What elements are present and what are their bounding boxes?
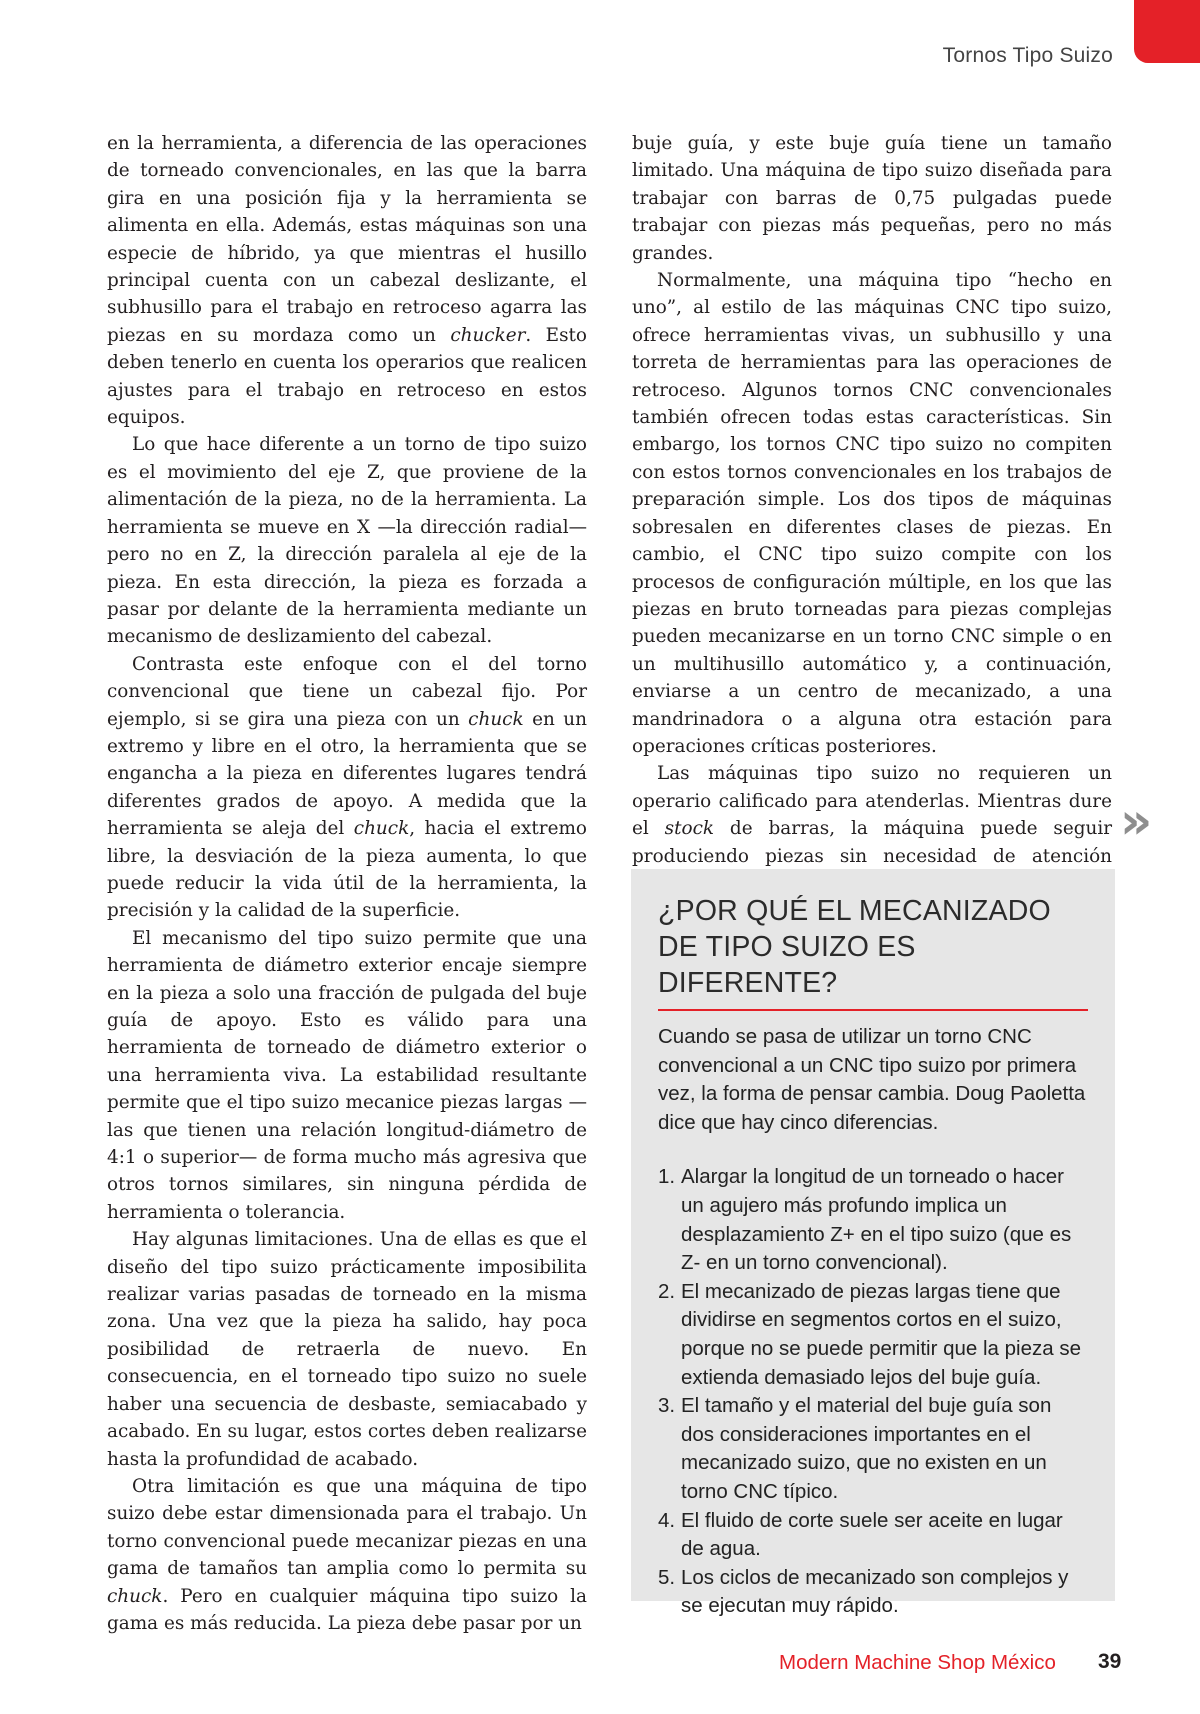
paragraph: El mecanismo del tipo suizo permite que una herramienta de diámetro exterior encaje siempre en la pieza a solo una fracción de pulgada del buje guía de apoyo. Esto es válido para una herramienta de torneado de diámetro exterior o una herramienta viva. La estabilidad resultante permite que el tipo suizo mecanice piezas largas —las que tienen una relación longitud-diámetro de 4:1 o superior— de forma mucho más agresiva que otros tornos similares, sin ninguna pérdida de herramienta o tolerancia. <box>107 927 587 1223</box>
paragraph: Normalmente, una máquina tipo “hecho en uno”, al estilo de las máquinas CNC tipo suizo, ofrece herramientas vivas, un subhusillo y una torreta de herramientas para las operaciones de retroceso. Algunos tornos CNC convencionales también ofrecen todas estas características. Sin embargo, los tornos CNC tipo suizo no compiten con estos tornos convencionales en los trabajos de preparación simple. Los dos tipos de máquinas sobresalen en diferentes clases de piezas. En cambio, el CNC tipo suizo compite con los procesos de configuración múltiple, en los que las piezas en bruto torneadas para piezas complejas pueden mecanizarse en un torno CNC simple o en un multihusillo automático y, a continuación, enviarse a un centro de mecanizado, a una mandrinadora o a alguna otra estación para operaciones críticas posteriores. <box>632 270 1112 757</box>
list-item: 5. Los ciclos de mecanizado son complejos y se ejecutan muy rápido. <box>658 1565 1069 1618</box>
differences-list <box>658 1163 1089 1621</box>
paragraph: Contrasta este enfoque con el del torno convencional que tiene un cabezal fijo. Por ejemplo, si se gira una pieza con un chuck en un extremo y libre en el otro, la herramienta que se engancha a la pieza en diferentes lugares tendrá diferentes grados de apoyo. A medida que la herramienta se aleja del chuck, hacia el extremo libre, la desviación de la pieza aumenta, lo que puede reducir la vida útil de la herramienta, la precisión y la calidad de la superficie. <box>107 653 587 922</box>
paragraph: en la herramienta, a diferencia de las operaciones de torneado convencionales, en las que la barra gira en una posición fija y la herramienta se alimenta en ella. Además, estas máquinas son una especie de híbrido, ya que mientras el husillo principal cuenta con un cabezal deslizante, el subhusillo para el trabajo en retroceso agarra las piezas en su mordaza como un chucker. Esto deben tenerlo en cuenta los operarios que realicen ajustes para el trabajo en retroceso en estos equipos. <box>107 133 587 429</box>
list-item: 2. El mecanizado de piezas largas tiene que dividirse en segmentos cortos en el suizo, porque no se puede permitir que la pieza se extienda demasiado lejos del buje guía. <box>658 1279 1082 1389</box>
list-item: 3. El tamaño y el material del buje guía son dos consideraciones importantes en el mecanizado suizo, que no existen en un torno CNC típico. <box>658 1394 1052 1503</box>
paragraph: Las máquinas tipo suizo no requieren un operario calificado para atenderlas. Mientras dure el stock de barras, la máquina puede seguir produciendo piezas sin necesidad de atención <box>632 763 1112 867</box>
sidebar-box <box>631 869 1115 1618</box>
sidebar-intro: Cuando se pasa de utilizar un torno CNC convencional a un CNC tipo suizo por primera vez, la forma de pensar cambia. Doug Paoletta dice que hay cinco diferencias. <box>658 1025 1086 1134</box>
continue-arrow-icon: » <box>1120 792 1153 850</box>
list-item: 4. El fluido de corte suele ser aceite en lugar de agua. <box>658 1508 1063 1561</box>
paragraph: buje guía, y este buje guía tiene un tamaño limitado. Una máquina de tipo suizo diseñada para trabajar con barras de 0,75 pulgadas puede trabajar con piezas más pequeñas, pero no más grandes. <box>632 133 1112 264</box>
right-column <box>632 130 1112 897</box>
section-color-tab <box>1134 0 1200 63</box>
paragraph: Otra limitación es que una máquina de tipo suizo debe estar dimensionada para el trabajo. Un torno convencional puede mecanizar piezas en una gama de tamaños tan amplia como lo permita su chuck. Pero en cualquier máquina tipo suizo la gama es más reducida. La pieza debe pasar por un <box>107 1475 587 1634</box>
left-column <box>107 130 587 1637</box>
footer-magazine-name: Modern Machine Shop México <box>779 1651 1056 1674</box>
page-number: 39 <box>1098 1650 1122 1673</box>
sidebar-title: ¿POR QUÉ EL MECANIZADO DE TIPO SUIZO ES DIFERENTE? <box>658 893 1088 1011</box>
paragraph: Hay algunas limitaciones. Una de ellas es que el diseño del tipo suizo prácticamente imposibilita realizar varias pasadas de torneado en la misma zona. Una vez que la pieza ha salido, hay poca posibilidad de retraerla de nuevo. En consecuencia, en el torneado tipo suizo no suele haber una secuencia de desbaste, semiacabado y acabado. En su lugar, estos cortes deben realizarse hasta la profundidad de acabado. <box>107 1229 587 1470</box>
paragraph: Lo que hace diferente a un torno de tipo suizo es el movimiento del eje Z, que proviene de la alimentación de la pieza, no de la herramienta. La herramienta se mueve en X —la dirección radial— pero no en Z, la dirección paralela al eje de la pieza. En esta dirección, la pieza es forzada a pasar por delante de la herramienta mediante un mecanismo de deslizamiento del cabezal. <box>107 434 587 648</box>
list-item: 1. Alargar la longitud de un torneado o hacer un agujero más profundo implica un desplazamiento Z+ en el tipo suizo (que es Z- en un torno convencional). <box>658 1165 1072 1275</box>
running-header: Tornos Tipo Suizo <box>942 44 1113 67</box>
